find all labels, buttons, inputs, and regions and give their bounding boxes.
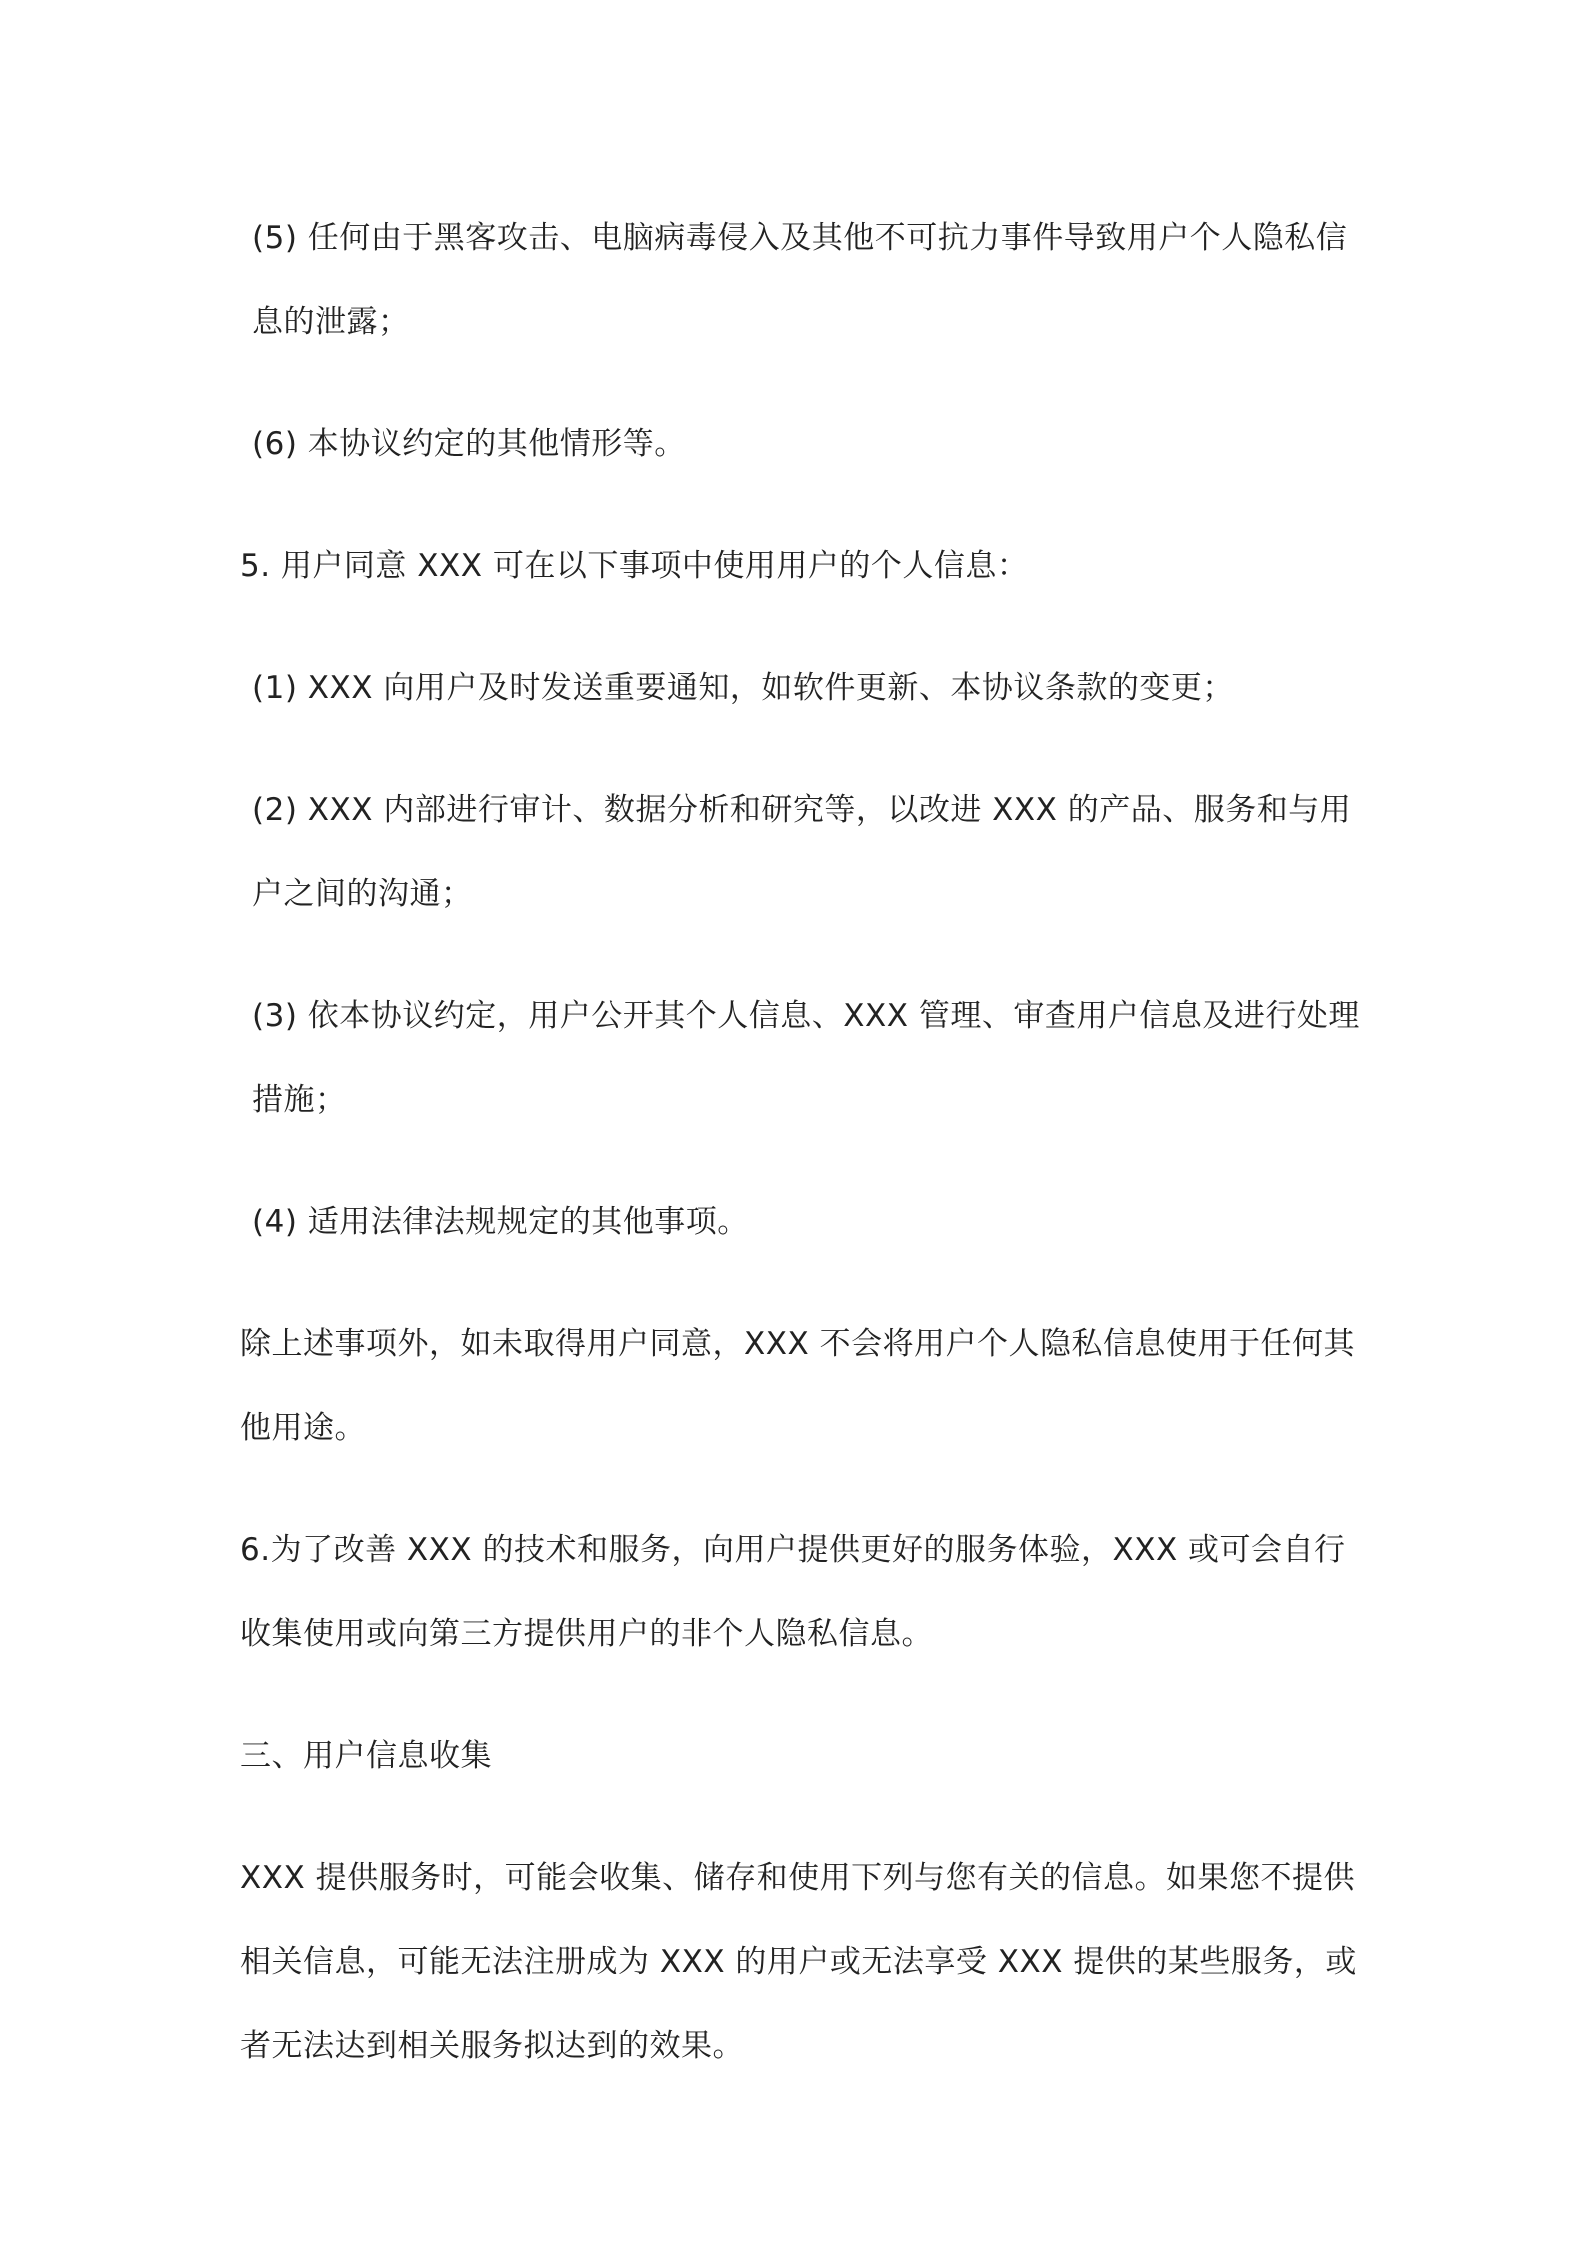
use-item-2: (2) XXX 内部进行审计、数据分析和研究等，以改进 XXX 的产品、服务和与用户之间的沟通；: [252, 792, 1352, 912]
use-item-1: (1) XXX 向用户及时发送重要通知，如软件更新、本协议条款的变更；: [252, 670, 1234, 706]
use-item-3: (3) 依本协议约定，用户公开其个人信息、XXX 管理、审查用户信息及进行处理措施；: [252, 998, 1360, 1118]
clause-5: 5. 用户同意 XXX 可在以下事项中使用用户的个人信息：: [240, 548, 1029, 584]
list-item-5: (5) 任何由于黑客攻击、电脑病毒侵入及其他不可抗力事件导致用户个人隐私信息的泄露；: [252, 220, 1348, 340]
clause-6: 6.为了改善 XXX 的技术和服务，向用户提供更好的服务体验，XXX 或可会自行收集使用或向第三方提供用户的非个人隐私信息。: [240, 1532, 1346, 1652]
exception-paragraph: 除上述事项外，如未取得用户同意，XXX 不会将用户个人隐私信息使用于任何其他用途。: [240, 1326, 1356, 1446]
use-item-4: (4) 适用法律法规规定的其他事项。: [252, 1204, 749, 1240]
list-item-6: (6) 本协议约定的其他情形等。: [252, 426, 686, 462]
section-heading: 三、用户信息收集: [240, 1738, 492, 1774]
collection-paragraph: XXX 提供服务时，可能会收集、储存和使用下列与您有关的信息。如果您不提供相关信息，可能无法注册成为 XXX 的用户或无法享受 XXX 提供的某些服务，或者无法达到相关服务拟达到的效果。: [240, 1860, 1357, 2064]
document-body: [240, 196, 1360, 2126]
